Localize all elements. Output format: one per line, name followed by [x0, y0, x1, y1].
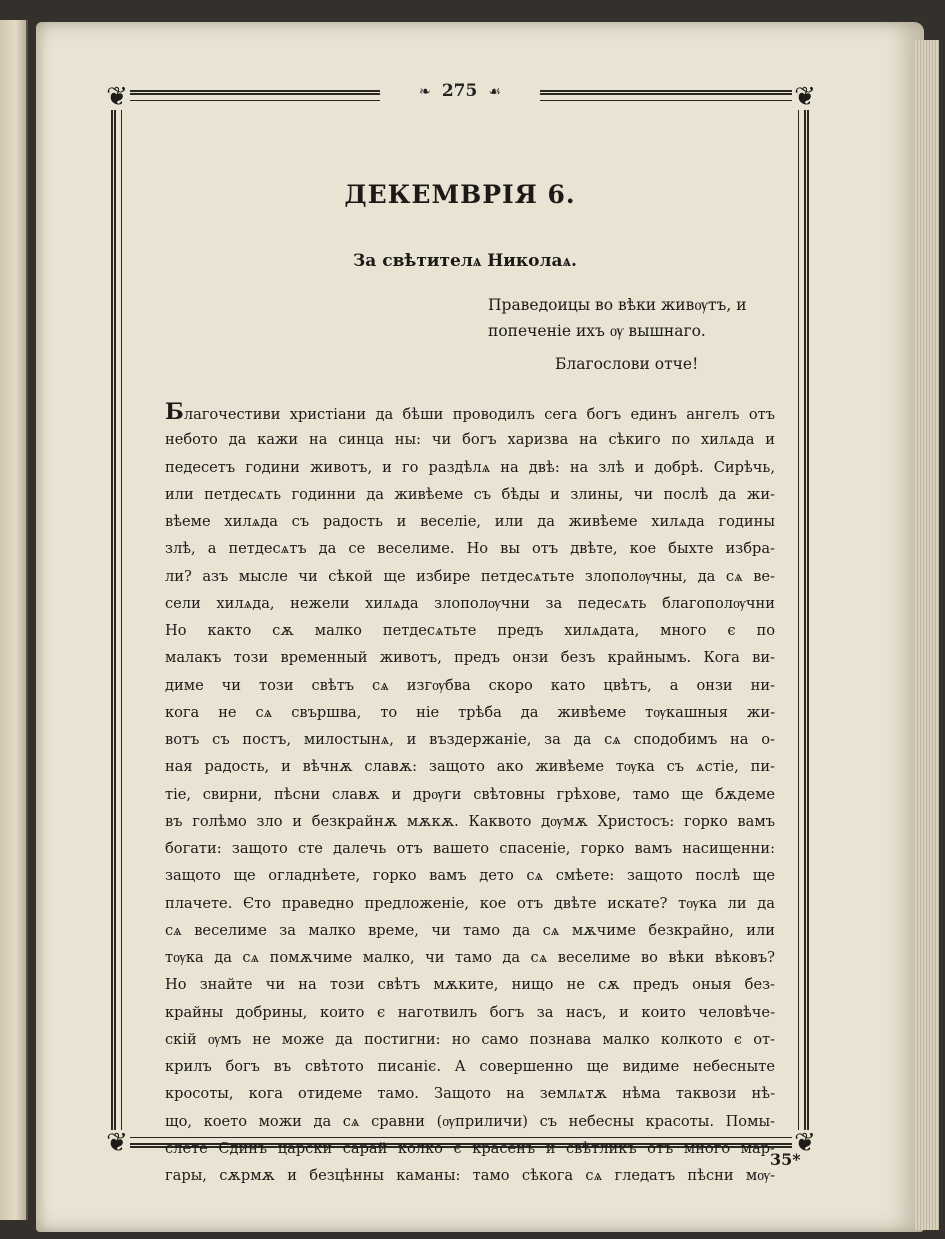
- page-stack-edge: [915, 40, 939, 1230]
- leaf-ornament-right-icon: ☙: [488, 84, 501, 100]
- page-title: ДЕКЕМВРІЯ 6.: [344, 180, 576, 209]
- body-line: Но както сѫ малко петдесѧтьте предъ хилѧдата, много є по: [165, 622, 775, 639]
- body-line: що, което можи да сѧ сравни (ѹприличи) съ небесны красоты. Помы-: [165, 1112, 775, 1130]
- body-line: Но знайте чи на този свѣтъ мѫките, нищо не сѫ предъ оныя без-: [165, 976, 775, 994]
- body-line: скій ѹмъ не може да постигни: но само познава малко колкото є от-: [165, 1030, 775, 1048]
- body-line: вѣеме хилѧда съ радость и веселіе, или да живѣеме хилѧда годины: [165, 513, 775, 530]
- body-line: слете Єдинъ царски сарай колко є красенъ и свѣтликъ отъ много мар-: [165, 1139, 775, 1157]
- leaf-ornament-left-icon: ❧: [419, 84, 431, 100]
- body-line: крайны добрины, които є наготвилъ богъ за насъ, и които человѣче-: [165, 1003, 775, 1021]
- body-line: крилъ богъ въ свѣтото писаніє. А совершенно ще видиме небесныте: [165, 1058, 775, 1075]
- body-line: сели хилѧда, нежели хилѧда злополѹчни за педесѧть благополѹчни: [165, 594, 775, 612]
- body-line: ная радость, и вѣчнѫ славѫ: защото ако живѣеме тѹка съ ѧстіе, пи-: [165, 758, 775, 776]
- body-line: въ голѣмо зло и безкрайнѫ мѫкѫ. Каквото дѹмѫ Христосъ: горко вамъ: [165, 812, 775, 830]
- drop-cap: Б: [165, 399, 184, 425]
- body-line: малакъ този временный животъ, предъ онзи безъ крайнымъ. Кога ви-: [165, 649, 775, 667]
- body-line: диме чи този свѣтъ сѧ изгѹбва скоро като цвѣтъ, а онзи ни-: [165, 676, 775, 694]
- body-line: злѣ, а петдесѧтъ да се веселиме. Но вы отъ двѣте, кое быхте избра-: [165, 540, 775, 558]
- body-line: небото да кажи на синца ны: чи богъ харизва на сѣкиго по хилѧда и: [165, 431, 775, 449]
- section-subtitle: За свѣтителѧ Николаѧ.: [353, 251, 577, 271]
- body-line: сѧ веселиме за малко време, чи тамо да сѧ мѫчиме безкрайно, или: [165, 921, 775, 939]
- printer-signature-mark: 35*: [770, 1150, 801, 1169]
- corner-ornament-top-right-icon: ❦: [792, 84, 818, 110]
- corner-ornament-top-left-icon: ❦: [104, 84, 130, 110]
- body-line: тѹка да сѧ помѫчиме малко, чи тамо да сѧ веселиме во вѣки вѣковъ?: [165, 949, 775, 966]
- left-page-edge: [0, 20, 28, 1220]
- corner-ornament-bottom-right-icon: ❦: [792, 1130, 818, 1156]
- body-line: Благочестиви христіани да бѣши проводилъ сега богъ единъ ангелъ отъ: [165, 399, 775, 425]
- epigraph: [488, 292, 788, 344]
- epigraph-line-1: Праведоицы во вѣки живѹтъ, и: [488, 296, 747, 314]
- epigraph-line-2: попеченіе ихъ ѹ вышнаго.: [488, 322, 706, 340]
- body-line: вотъ съ постъ, милостынѧ, и въздержаніе, за да сѧ сподобимъ на о-: [165, 731, 775, 748]
- body-line: тіе, свирни, пѣсни славѫ и дрѹги свѣтовны грѣхове, тамо ще бѫдеме: [165, 785, 775, 803]
- blessing: Благослови отче!: [555, 355, 699, 373]
- page-header: [380, 76, 540, 106]
- body-line: ли? азъ мысле чи сѣкой ще избире петдесѧтьте злополѹчны, да сѧ ве-: [165, 567, 775, 585]
- body-line: или петдесѧть годинни да живѣеме съ бѣды и злины, чи послѣ да жи-: [165, 485, 775, 503]
- body-line: кросоты, кога отидеме тамо. Защото на землѧтѫ нѣма таквози нѣ-: [165, 1085, 775, 1103]
- body-line: педесетъ години животъ, и го раздѣлѧ на двѣ: на злѣ и добрѣ. Сирѣчь,: [165, 458, 775, 476]
- body-line: богати: защото сте далечь отъ вашето спасеніе, горко вамъ насищенни:: [165, 840, 775, 857]
- body-line: кога не сѧ свършва, то ніе трѣба да живѣеме тѹкашныя жи-: [165, 703, 775, 721]
- body-text: [165, 399, 775, 1189]
- corner-ornament-bottom-left-icon: ❦: [104, 1130, 130, 1156]
- body-line: защото ще огладнѣете, горко вамъ дето сѧ смѣете: защото послѣ ще: [165, 867, 775, 885]
- body-line: гары, сѫрмѫ и безцѣнны каманы: тамо сѣкога сѧ гледатъ пѣсни мѹ-: [165, 1167, 775, 1184]
- body-line: плачете. Єто праведно предложеніе, кое отъ двѣте искате? тѹка ли да: [165, 894, 775, 912]
- page-number: 275: [441, 81, 478, 101]
